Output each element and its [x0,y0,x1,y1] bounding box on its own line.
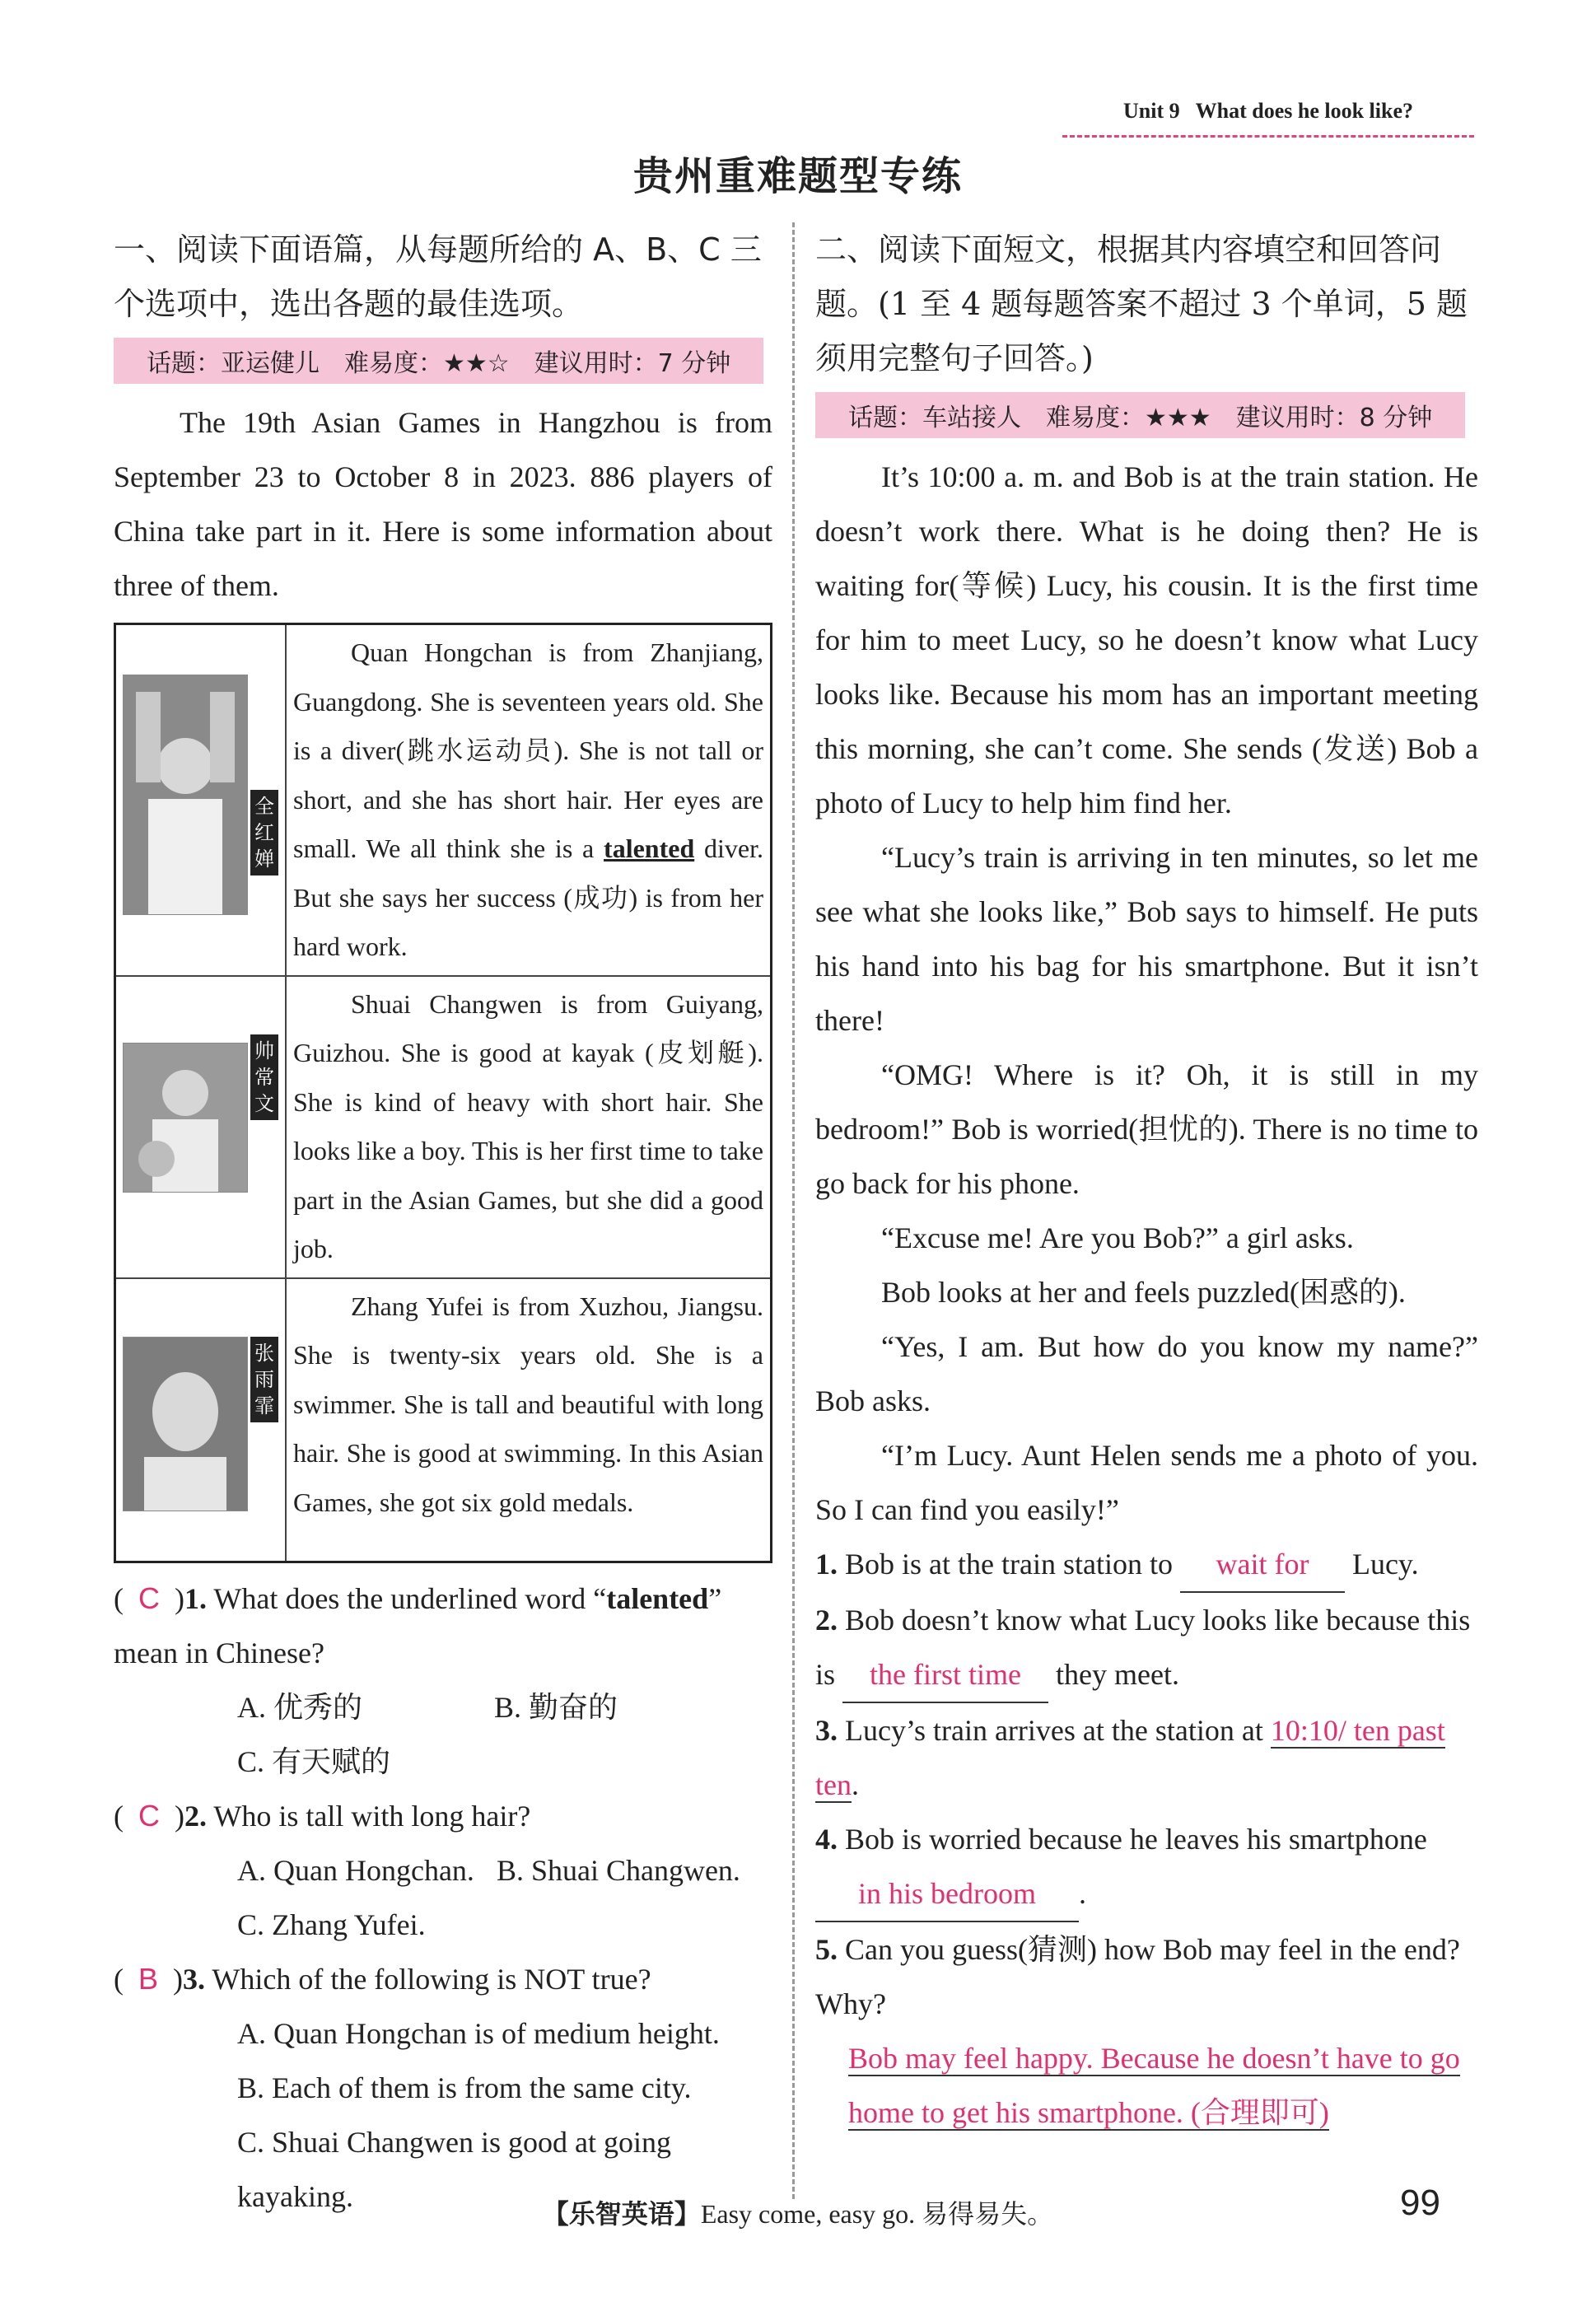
question-item [114,1571,772,1789]
question-text: Bob doesn’t know what Lucy looks like because this is [815,1604,1471,1691]
unit-label: Unit 9 [1122,99,1180,123]
option-c: C. Zhang Yufei. [237,1908,426,1941]
section-1-title: 一、阅读下面语篇，从每题所给的 A、B、C 三个选项中，选出各题的最佳选项。 [114,231,762,322]
question-text-after: . [851,1768,859,1801]
unit-title: What does he look like? [1195,99,1414,123]
passage-paragraph: “OMG! Where is it? Oh, it is still in my bedroom!” Bob is worried(担忧的). There is no time to go back for his phone. [815,1058,1478,1200]
section-2-title [815,222,1478,385]
athlete-photo [123,675,248,915]
athlete-text: Quan Hongchan is from Zhanjiang, Guangdong. She is seventeen years old. She is a diver(跳水运动员). She is not tall or short, and she has short hair. Her eyes are small. We all think she is a [293,637,763,863]
question-number: 2. [815,1604,838,1637]
page-number: 99 [1400,2183,1440,2223]
athlete-table [114,623,772,1563]
question-number: 1. [815,1548,838,1581]
answer-blank: 10:10/ ten past ten [815,1714,1445,1801]
question-stem: ( C )1. What does the underlined word “talented” mean in Chinese? [114,1581,722,1669]
option-c: C. Shuai Changwen is good at going kayaking. [237,2126,671,2213]
question-stem: ( B )3. Which of the following is NOT true? [114,1962,651,1996]
footer-slogan: Easy come, easy go. 易得易失。 [700,2199,1054,2229]
fill-question [815,1703,1478,1812]
answer-blank: in his bedroom [815,1866,1079,1922]
athlete-description [286,1278,772,1562]
footer [0,2193,1596,2231]
option-b: B. Each of them is from the same city. [237,2071,692,2104]
athlete-photo-cell [115,976,287,1278]
question-text: Can you guess(猜测) how Bob may feel in the end? Why? [815,1933,1460,2020]
athlete-photo [123,1337,248,1511]
athlete-description [286,976,772,1278]
footer-brand: 【乐智英语】 [542,2199,701,2229]
question-stem: ( C )2. Who is tall with long hair? [114,1799,531,1833]
athlete-photo [123,1043,248,1193]
option-a: A. Quan Hongchan is of medium height. [237,2017,720,2050]
passage-paragraph: It’s 10:00 a. m. and Bob is at the train station. He doesn’t work there. What is he doing then? He is waiting for(等候) Lucy, his cousin. It is the first time for him to meet Lucy, so he doesn’t know what Lucy looks like. Because his mom has an important meeting this morning, she can’t come. She sends (发送) Bob a photo of Lucy to help him find her. [815,460,1478,819]
question-text: Who is tall with long hair? [213,1800,531,1833]
section-1-questions [114,1571,772,2224]
open-question [815,1922,1478,2031]
question-text-after: they meet. [1056,1658,1179,1691]
question-bold-word: talented [606,1582,709,1615]
athlete-row [115,976,772,1278]
options-row [114,1680,772,1735]
open-answer: Bob may feel happy. Because he doesn’t have to go home to get his smartphone. (合理即可) [848,2042,1460,2129]
section-1-topic: 话题：亚运健儿 难易度：★★☆ 建议用时：7 分钟 [114,338,763,384]
question-text-after: Lucy. [1351,1548,1419,1581]
column-divider [792,222,795,2199]
section-2-title-text: 二、阅读下面短文，根据其内容填空和回答问题。 [815,231,1442,322]
fill-question [815,1537,1478,1593]
section-1 [114,222,772,2224]
athlete-text: Zhang Yufei is from Xuzhou, Jiangsu. She is twenty-six years old. She is a swimmer. She is tall and beautiful with long hair. She is good at swimming. In this Asian Games, she got six gold medals. [293,1291,763,1517]
question-text-after: . [1079,1877,1086,1910]
answer-blank: the first time [842,1647,1048,1703]
athlete-name-label: 帅常文 [250,1034,278,1120]
athlete-text-after: diver. But she says her success (成功) is from her hard work. [293,833,763,961]
question-text: Bob is at the train station to [845,1548,1173,1581]
passage-paragraph: Bob looks at her and feels puzzled(困惑的). [881,1276,1406,1309]
question-text: Which of the following is NOT true? [212,1963,651,1996]
question-text-after: ” mean in Chinese? [114,1582,722,1669]
passage-paragraph: “Yes, I am. But how do you know my name?” Bob asks. [815,1330,1478,1417]
question-number: 1. [184,1582,207,1615]
question-number: 5. [815,1933,838,1966]
question-number: 3. [183,1963,206,1996]
athlete-text: Shuai Changwen is from Guiyang, Guizhou. She is good at kayak (皮划艇). She is kind of heavy with short hair. She looks like a boy. This is her first time to take part in the Asian Games, but she did a good job. [293,988,763,1263]
question-item [114,1789,772,1952]
athlete-photo-cell [115,1278,287,1562]
athlete-photo-cell [115,624,287,976]
question-item [114,1952,772,2224]
passage-paragraph: “I’m Lucy. Aunt Helen sends me a photo of you. So I can find you easily!” [815,1439,1478,1526]
athlete-name-label: 张雨霏 [250,1337,278,1422]
athlete-row [115,1278,772,1562]
option-b: B. 勤奋的 [494,1691,618,1724]
options-row [114,1843,772,1898]
question-number: 4. [815,1823,838,1856]
athlete-row [115,624,772,976]
athlete-name-label: 全红婵 [250,790,278,876]
page-title: 贵州重难题型专练 [632,153,963,199]
section-2 [815,222,1478,2140]
unit-header [1062,99,1474,138]
question-text: Bob is worried because he leaves his smartphone [845,1823,1427,1856]
passage-paragraph: “Lucy’s train is arriving in ten minutes, so let me see what she looks like,” Bob says to himself. He puts his hand into his bag for his smartphone. But it isn’t there! [815,841,1478,1037]
passage-paragraph: “Excuse me! Are you Bob?” a girl asks. [881,1221,1354,1254]
answer-choice: B [138,1962,159,1996]
section-2-note: (1 至 4 题每题答案不超过 3 个单词，5 题须用完整句子回答。) [815,286,1468,376]
underlined-word: talented [604,833,695,863]
section-2-topic: 话题：车站接人 难易度：★★★ 建议用时：8 分钟 [815,392,1465,438]
fill-question [815,1812,1478,1922]
option-c: C. 有天赋的 [237,1745,391,1778]
question-number: 3. [815,1714,838,1747]
answer-blank: wait for [1180,1537,1345,1593]
athlete-description [286,624,772,976]
fill-question [815,1593,1478,1703]
question-text: Lucy’s train arrives at the station at [845,1714,1263,1747]
open-answer-line [815,2031,1478,2140]
question-text: What does the underlined word “ [213,1582,607,1615]
section-1-intro: The 19th Asian Games in Hangzhou is from September 23 to October 8 in 2023. 886 players of China take part in it. Here is some information about three of them. [114,406,772,602]
option-b: B. Shuai Changwen. [496,1854,740,1887]
option-a: A. 优秀的 [237,1691,362,1724]
question-number: 2. [184,1800,207,1833]
answer-choice: C [138,1799,160,1833]
option-a: A. Quan Hongchan. [237,1854,474,1887]
answer-choice: C [138,1581,160,1615]
